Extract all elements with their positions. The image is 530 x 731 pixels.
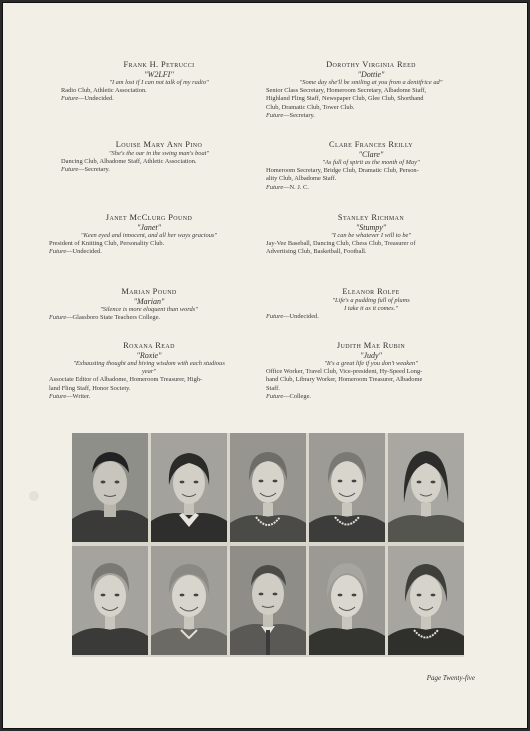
senior-quote: year" — [141, 368, 157, 376]
portrait-image — [151, 546, 227, 655]
senior-future: Future—N. J. C. — [266, 183, 309, 191]
senior-nickname: "Roxie" — [136, 351, 162, 360]
senior-activities: Advertising Club, Basketball, Football. — [266, 248, 367, 256]
portrait-photo — [230, 546, 306, 655]
senior-quote: "Exhausting thought and hiving wisdom with each studious — [73, 360, 225, 367]
senior-quote: "Keen eyed and innocent, and all her ways gracious" — [80, 232, 218, 239]
senior-entry-reilly — [266, 140, 476, 192]
portrait-image — [388, 433, 464, 542]
senior-activities: Homeroom Secretary, Bridge Club, Dramatic Club, Person- — [266, 167, 419, 175]
senior-future: Future—College. — [266, 392, 312, 400]
senior-name: Judith Mae Rubin — [336, 341, 406, 350]
portrait-photo — [151, 433, 227, 542]
senior-activities: Staff. — [266, 384, 280, 392]
senior-activities: Senior Class Secretary, Homeroom Secretary, Albadome Staff, — [266, 87, 427, 95]
senior-quote: "She's the oar in the swing man's boat" — [108, 150, 210, 157]
senior-entry-read — [49, 341, 249, 401]
senior-activities: Radio Club, Athletic Association. — [61, 87, 147, 95]
senior-future: Future—Secretary. — [266, 111, 315, 119]
senior-nickname: "Marian" — [133, 297, 165, 306]
senior-quote: "I can be whatever I will to be" — [330, 232, 412, 239]
portrait-image — [309, 546, 385, 655]
senior-quote: "Some day she'll be smiling at you from a dentifrice ad" — [299, 79, 443, 86]
senior-quote: "I am lost if I can not talk of my radio" — [109, 79, 209, 86]
senior-name: Louise Mary Ann Pino — [115, 140, 203, 149]
senior-nickname: "Judy" — [360, 351, 382, 360]
senior-future: Future—Secretary. — [61, 166, 110, 174]
portrait-image — [309, 433, 385, 542]
senior-activities: Jay-Vee Baseball, Dancing Club, Chess Club, Treasurer of — [266, 240, 416, 248]
senior-name: Clare Frances Reilly — [328, 140, 414, 149]
portrait-image — [72, 433, 148, 542]
senior-activities: hand Club, Library Worker, Homeroom Treasurer, Albadome — [266, 376, 423, 384]
senior-nickname: "W2LFI" — [144, 70, 174, 79]
senior-name: Roxana Read — [123, 341, 175, 350]
senior-nickname: "Stumpy" — [355, 223, 387, 232]
senior-entry-reed — [266, 60, 476, 120]
portrait-image — [72, 546, 148, 655]
portrait-photo — [309, 433, 385, 542]
portrait-image — [230, 546, 306, 655]
senior-quote: I take it as it comes." — [344, 305, 398, 313]
portrait-photo — [151, 546, 227, 655]
senior-name: Frank H. Petrucci — [123, 60, 195, 69]
senior-entry-rolfe — [266, 287, 476, 322]
senior-entry-marian-pound — [49, 287, 249, 322]
portrait-image — [388, 546, 464, 655]
senior-entry-pino — [61, 140, 257, 175]
portrait-photo — [309, 546, 385, 655]
senior-entry-janet-pound — [49, 213, 249, 257]
senior-future: Future—Glassboro State Teachers College. — [49, 314, 161, 322]
senior-entry-rubin — [266, 341, 476, 401]
senior-activities: Club, Dramatic Club, Tower Club. — [266, 103, 355, 111]
portrait-photo — [388, 433, 464, 542]
senior-activities: land Fling Staff, Honor Society. — [49, 384, 131, 392]
senior-nickname: "Janet" — [136, 223, 162, 232]
portrait-grid — [72, 433, 464, 657]
senior-quote: "It's a great life if you don't weaken" — [324, 360, 418, 367]
senior-quote: "Life's a pudding full of plums — [332, 297, 410, 304]
portrait-photo — [230, 433, 306, 542]
senior-activities: ality Club, Albadome Staff. — [266, 175, 337, 183]
portrait-photo — [72, 433, 148, 542]
senior-name: Janet McClurg Pound — [105, 213, 193, 222]
senior-activities: Dancing Club, Albadome Staff, Athletic Association. — [61, 158, 197, 166]
senior-name: Marian Pound — [121, 287, 177, 296]
senior-quote: "Silence is more eloquent than words" — [100, 306, 198, 313]
senior-name: Eleanor Rolfe — [342, 287, 400, 296]
senior-name: Stanley Richman — [337, 213, 405, 222]
portrait-photo — [72, 546, 148, 655]
page-number: Page Twenty-five — [426, 674, 475, 682]
senior-activities: President of Knitting Club, Personality Club. — [49, 240, 165, 248]
senior-entry-petrucci — [61, 60, 257, 104]
senior-future: Future—Writer. — [49, 392, 91, 400]
yearbook-page — [2, 2, 528, 729]
senior-future: Future—Undecided. — [49, 248, 102, 256]
senior-nickname: "Clare" — [358, 150, 384, 159]
senior-future: Future—Undecided. — [266, 313, 319, 321]
senior-activities: Office Worker, Travel Club, Vice-president, Hy-Speed Long- — [266, 368, 423, 376]
paper-spot — [29, 491, 39, 501]
senior-activities: Associate Editor of Albadome, Homeroom Treasurer, High- — [49, 376, 203, 384]
portrait-image — [230, 433, 306, 542]
portrait-photo — [388, 546, 464, 655]
senior-entry-richman — [266, 213, 476, 257]
portrait-image — [151, 433, 227, 542]
senior-quote: "As full of spirit as the month of May" — [322, 159, 420, 166]
senior-future: Future—Undecided. — [61, 95, 114, 103]
senior-name: Dorothy Virginia Reed — [326, 60, 416, 69]
senior-nickname: "Dottie" — [357, 70, 385, 79]
senior-activities: Highland Fling Staff, Newspaper Club, Glee Club, Shorthand — [266, 95, 424, 103]
